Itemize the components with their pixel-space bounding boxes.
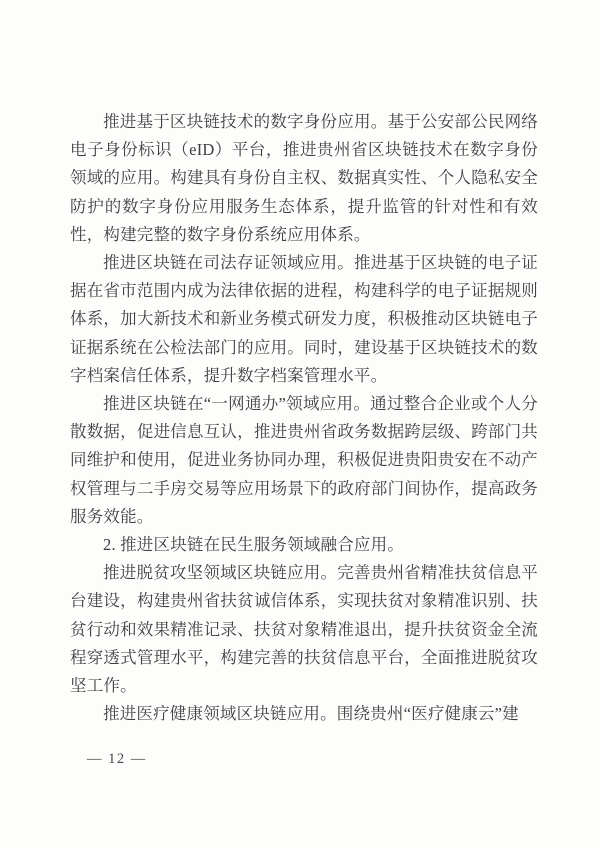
paragraph-digital-identity: 推进基于区块链技术的数字身份应用。基于公安部公民网络电子身份标识（eID）平台，推进贵州省区块链技术在数字身份领域的应用。构建具有身份自主权、数据真实性、个人隐私安全防护的数字身份应用服务生态体系，提升监管的针对性和有效性，构建完整的数字身份系统应用体系。 [70,112,538,244]
paragraph-one-network-service: 推进区块链在“一网通办”领域应用。通过整合企业或个人分散数据，促进信息互认，推进贵州省政务数据跨层级、跨部门共同维护和使用，促进业务协同办理，积极促进贵阳贵安在不动产权管理与二手房交易等应用场景下的政府部门间协作，提高政务服务效能。 [70,394,538,526]
document-body [70,108,538,728]
paragraph-poverty-alleviation: 推进脱贫攻坚领域区块链应用。完善贵州省精准扶贫信息平台建设，构建贵州省扶贫诚信体系，实现扶贫对象精准识别、扶贫行动和效果精准记录、扶贫对象精准退出，提升扶贫资金全流程穿透式管理水平，构建完善的扶贫信息平台，全面推进脱贫攻坚工作。 [70,563,538,696]
paragraph-medical-health: 推进医疗健康领域区块链应用。围绕贵州“医疗健康云”建 [103,704,519,724]
paragraph-judicial-deposit: 推进区块链在司法存证领域应用。推进基于区块链的电子证据在省市范围内成为法律依据的进程，构建科学的电子证据规则体系，加大新技术和新业务模式研发力度，积极推动区块链电子证据系统在公检法部门的应用。同时，建设基于区块链技术的数字档案信任体系，提升数字档案管理水平。 [70,253,538,385]
page-number: — 12 — [87,751,147,767]
section-heading-livelihood: 2. 推进区块链在民生服务领域融合应用。 [103,535,404,555]
